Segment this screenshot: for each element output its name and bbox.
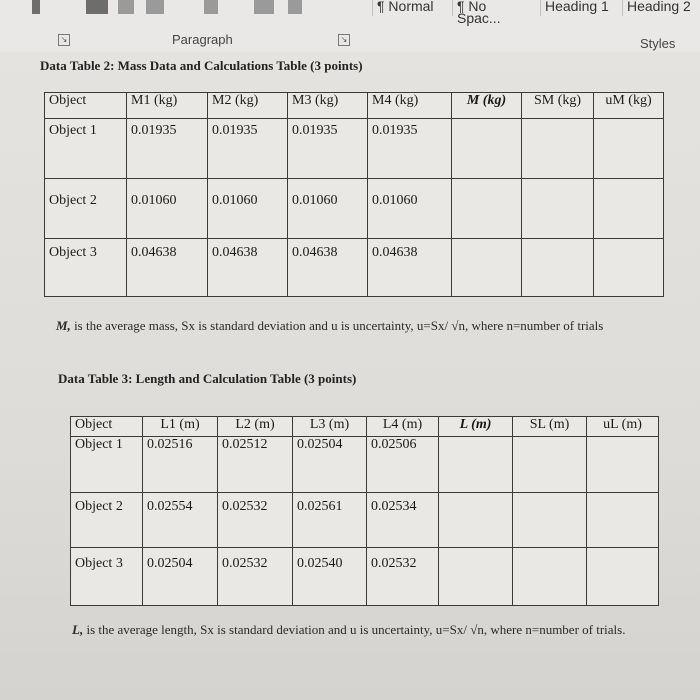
value-cell[interactable]: 0.01935 <box>127 119 208 179</box>
style-heading-1-label: Heading 1 <box>545 0 609 14</box>
table-row <box>71 548 659 606</box>
empty-cell[interactable] <box>452 179 522 239</box>
value-cell[interactable]: 0.01060 <box>127 179 208 239</box>
empty-cell[interactable] <box>513 548 587 606</box>
font-launcher-icon[interactable]: ↘ <box>58 34 70 46</box>
value-cell[interactable]: 0.02516 <box>143 437 218 493</box>
object-cell: Object 2 <box>71 493 143 548</box>
col-header-object: Object <box>45 93 127 119</box>
table-header-row <box>45 93 664 119</box>
table-row <box>71 493 659 548</box>
value-cell[interactable]: 0.02512 <box>218 437 293 493</box>
style-heading-2[interactable] <box>622 0 700 16</box>
table-row <box>45 239 664 297</box>
empty-cell[interactable] <box>513 493 587 548</box>
value-cell[interactable]: 0.02506 <box>367 437 439 493</box>
style-normal[interactable]: ¶ Normal <box>372 0 451 16</box>
styles-group-label: Styles <box>640 36 676 51</box>
col-header-mean-mass: M (kg) <box>452 93 522 119</box>
col-header-std-length: SL (m) <box>513 417 587 437</box>
table2-caption: Data Table 2: Mass Data and Calculations Table (3 points) <box>40 58 363 73</box>
table-header-row <box>71 417 659 437</box>
value-cell[interactable]: 0.01060 <box>288 179 368 239</box>
col-header-mean-length: L (m) <box>439 417 513 437</box>
align-left-icon[interactable] <box>32 0 40 14</box>
length-data-table <box>70 416 659 606</box>
empty-cell[interactable] <box>594 239 664 297</box>
object-cell: Object 1 <box>71 437 143 493</box>
paragraph-launcher-icon[interactable]: ↘ <box>338 34 350 46</box>
empty-cell[interactable] <box>522 179 594 239</box>
empty-cell[interactable] <box>587 548 659 606</box>
empty-cell[interactable] <box>439 548 513 606</box>
mean-mass-symbol: M, <box>56 318 71 333</box>
object-cell: Object 1 <box>45 119 127 179</box>
word-ribbon <box>0 0 700 53</box>
value-cell[interactable]: 0.02532 <box>367 548 439 606</box>
empty-cell[interactable] <box>522 239 594 297</box>
table-row <box>45 119 664 179</box>
value-cell[interactable]: 0.02504 <box>293 437 367 493</box>
value-cell[interactable]: 0.02561 <box>293 493 367 548</box>
style-heading-1[interactable] <box>540 0 617 16</box>
empty-cell[interactable] <box>452 239 522 297</box>
value-cell[interactable]: 0.01935 <box>368 119 452 179</box>
value-cell[interactable]: 0.02532 <box>218 493 293 548</box>
value-cell[interactable]: 0.04638 <box>127 239 208 297</box>
col-header-l1: L1 (m) <box>143 417 218 437</box>
col-header-l3: L3 (m) <box>293 417 367 437</box>
col-header-unc-mass: uM (kg) <box>594 93 664 119</box>
value-cell[interactable]: 0.02534 <box>367 493 439 548</box>
style-heading-2-label: Heading 2 <box>627 0 691 14</box>
mean-length-symbol: L, <box>72 622 84 637</box>
object-cell: Object 2 <box>45 179 127 239</box>
shading-icon[interactable] <box>254 0 274 14</box>
value-cell[interactable]: 0.02532 <box>218 548 293 606</box>
mass-note-text: is the average mass, Sx is standard deviation and u is uncertainty, u=Sx/ √n, where n=number of trials <box>70 318 604 333</box>
col-header-m4: M4 (kg) <box>368 93 452 119</box>
object-cell: Object 3 <box>45 239 127 297</box>
paragraph-group-label: Paragraph <box>172 32 233 47</box>
table-row <box>71 437 659 493</box>
mass-data-table <box>44 92 664 297</box>
value-cell[interactable]: 0.01060 <box>208 179 288 239</box>
object-cell: Object 3 <box>71 548 143 606</box>
col-header-m1: M1 (kg) <box>127 93 208 119</box>
line-spacing-icon[interactable] <box>204 0 218 14</box>
value-cell[interactable]: 0.02540 <box>293 548 367 606</box>
col-header-m2: M2 (kg) <box>208 93 288 119</box>
table3-caption: Data Table 3: Length and Calculation Table (3 points) <box>58 371 357 386</box>
empty-cell[interactable] <box>439 493 513 548</box>
mass-table-note <box>56 318 636 333</box>
align-right-icon[interactable] <box>146 0 164 14</box>
value-cell[interactable]: 0.04638 <box>208 239 288 297</box>
style-no-spacing-label: No Spac... <box>457 0 501 26</box>
length-table-note <box>72 622 632 637</box>
borders-icon[interactable] <box>288 0 302 14</box>
value-cell[interactable]: 0.02554 <box>143 493 218 548</box>
col-header-l2: L2 (m) <box>218 417 293 437</box>
value-cell[interactable]: 0.01935 <box>288 119 368 179</box>
col-header-std-mass: SM (kg) <box>522 93 594 119</box>
empty-cell[interactable] <box>587 437 659 493</box>
empty-cell[interactable] <box>594 179 664 239</box>
value-cell[interactable]: 0.04638 <box>288 239 368 297</box>
empty-cell[interactable] <box>513 437 587 493</box>
style-normal-label: ¶ <box>377 0 389 14</box>
table-row <box>45 179 664 239</box>
empty-cell[interactable] <box>439 437 513 493</box>
col-header-object: Object <box>71 417 143 437</box>
style-no-spacing[interactable]: ¶ No Spac... <box>452 0 537 16</box>
col-header-l4: L4 (m) <box>367 417 439 437</box>
col-header-unc-length: uL (m) <box>587 417 659 437</box>
empty-cell[interactable] <box>522 119 594 179</box>
value-cell[interactable]: 0.01060 <box>368 179 452 239</box>
empty-cell[interactable] <box>594 119 664 179</box>
align-justify-icon[interactable] <box>86 0 108 14</box>
length-note-text: is the average length, Sx is standard deviation and u is uncertainty, u=Sx/ √n, where n=number of trials. <box>83 622 626 637</box>
align-center-icon[interactable] <box>118 0 134 14</box>
value-cell[interactable]: 0.02504 <box>143 548 218 606</box>
value-cell[interactable]: 0.01935 <box>208 119 288 179</box>
empty-cell[interactable] <box>452 119 522 179</box>
col-header-m3: M3 (kg) <box>288 93 368 119</box>
empty-cell[interactable] <box>587 493 659 548</box>
value-cell[interactable]: 0.04638 <box>368 239 452 297</box>
